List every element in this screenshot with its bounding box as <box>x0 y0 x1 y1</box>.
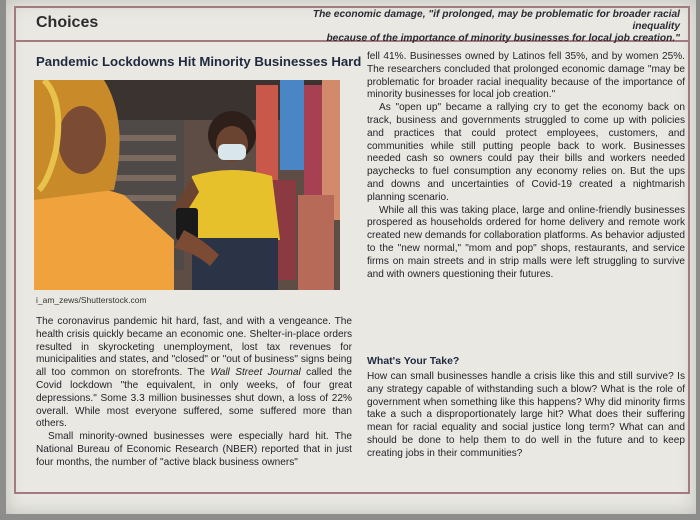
whats-your-take-heading: What's Your Take? <box>367 355 460 367</box>
left-paragraph-1: The coronavirus pandemic hit hard, fast, and with a vengeance. The health crisis quickly became an economic one. Shelter-in-place orders resulted in skyrocketing unemployment, lost tax revenues for municipalities and states, and "closed" or "out of business" signs being all too common on storefronts. The Wall Street Journal called the Covid lockdown "the equivalent, in only weeks, of four great depressions." Some 3.3 million businesses shut down, a loss of 22% overall. While most everyone suffered, some suffered more than others. <box>36 316 352 430</box>
pull-quote-line-1: The economic damage, "if prolonged, may be problematic for broader racial inequality <box>312 9 680 32</box>
wsj-title: Wall Street Journal <box>210 367 301 379</box>
left-column <box>36 316 352 470</box>
whats-your-take-body <box>367 371 685 461</box>
photo-illustration <box>34 80 340 290</box>
pull-quote <box>270 9 680 45</box>
right-paragraph-2: As "open up" became a rallying cry to get the economy back on track, business and governments struggled to come up with policies and practices that could protect employees, customers, and communities while still putting people back to work. Businesses needed cash so owners could pay their bills and workers needed paychecks to fuel consumption any economy relies on. But the ups and downs and uncertainties of Covid-19 created a nightmarish planning scenario. <box>367 102 685 203</box>
whats-your-take-text: How can small businesses handle a crisis like this and still survive? Is any strategy capable of withstanding such a blow? What is the role of government when something like this happens? Why did minority firms take a such a disproportionately large hit? What does their suffering mean for racial equality and social justice long term? What can and should be done to help them to do well in the future and to keep creating jobs in their communities? <box>367 371 685 459</box>
photo-credit: i_am_zews/Shutterstock.com <box>36 295 147 305</box>
pull-quote-line-2: because of the importance of minority businesses for local job creation." <box>326 33 680 44</box>
textbook-page <box>6 0 696 514</box>
left-paragraph-2: Small minority-owned businesses were especially hard hit. The National Bureau of Economic Research (NBER) reported that in just four months, the number of "active black business owners" <box>36 431 352 468</box>
article-headline: Pandemic Lockdowns Hit Minority Businesses Hard <box>36 54 362 69</box>
right-paragraph-1: fell 41%. Businesses owned by Latinos fell 35%, and by women 25%. The researchers concluded that prolonged economic damage "may be problematic for broader racial inequality because of the importance of minority businesses for local job creation." <box>367 51 685 101</box>
store-photo <box>34 80 340 290</box>
right-paragraph-3: While all this was taking place, large and online-friendly businesses prospered as households ordered for home delivery and remote work created new demands for collaboration platforms. As behavior adjusted to the "new normal," "mom and pop" shops, restaurants, and service firms on main streets and in strip malls were left struggling to survive and with owners questioning their futures. <box>367 204 685 280</box>
feature-box <box>14 6 690 494</box>
section-label: Choices <box>36 14 99 31</box>
right-column <box>367 51 685 281</box>
feature-header <box>16 8 688 42</box>
